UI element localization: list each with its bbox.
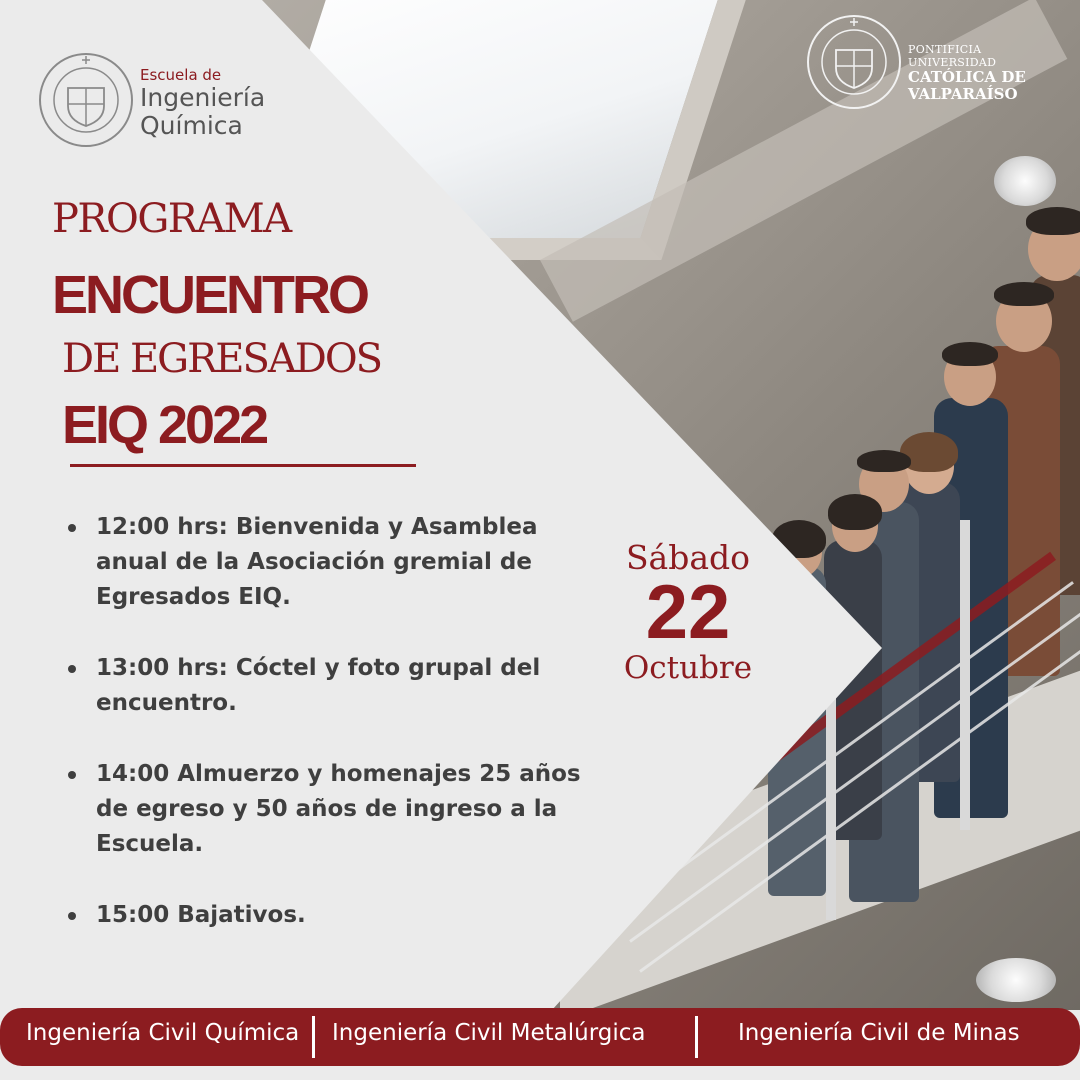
university-seal-icon bbox=[38, 52, 134, 148]
logo-line: VALPARAÍSO bbox=[908, 85, 1018, 103]
logo-line: CATÓLICA DE bbox=[908, 68, 1026, 86]
program-civil-metalurgica: Ingeniería Civil Metalúrgica bbox=[332, 1020, 646, 1046]
title-programa: PROGRAMA bbox=[52, 196, 291, 242]
agenda-list bbox=[64, 510, 584, 969]
date-number: 22 bbox=[645, 570, 731, 655]
agenda-item: 13:00 hrs: Cóctel y foto grupal del encuentro. bbox=[64, 651, 584, 721]
title-egresados: DE EGRESADOS bbox=[62, 336, 382, 382]
programs-bar bbox=[0, 1008, 1080, 1066]
university-seal-icon bbox=[806, 14, 902, 110]
railing-post bbox=[960, 520, 970, 830]
logo-line: Escuela de bbox=[140, 66, 222, 84]
title-divider bbox=[70, 464, 416, 467]
logo-line: Ingeniería bbox=[140, 83, 266, 112]
university-logo-text bbox=[908, 43, 1026, 103]
ceiling-lamp bbox=[976, 958, 1056, 1002]
title-eiq: EIQ 2022 bbox=[62, 395, 267, 455]
program-civil-quimica: Ingeniería Civil Química bbox=[26, 1020, 300, 1046]
agenda-item: 14:00 Almuerzo y homenajes 25 años de egreso y 50 años de ingreso a la Escuela. bbox=[64, 757, 584, 862]
date-month: Octubre bbox=[623, 650, 753, 686]
date-day: Sábado bbox=[625, 538, 751, 577]
logo-line: UNIVERSIDAD bbox=[908, 56, 997, 69]
logo-line: PONTIFICIA bbox=[908, 43, 982, 56]
bar-separator bbox=[312, 1016, 315, 1058]
program-civil-minas: Ingeniería Civil de Minas bbox=[738, 1020, 1020, 1046]
school-logo-text bbox=[140, 66, 265, 140]
event-date bbox=[618, 538, 758, 688]
bar-separator bbox=[695, 1016, 698, 1058]
ceiling-lamp bbox=[994, 156, 1056, 206]
logo-line: Química bbox=[140, 111, 243, 140]
title-encuentro: ENCUENTRO bbox=[52, 265, 368, 325]
agenda-item: 15:00 Bajativos. bbox=[64, 898, 584, 933]
agenda-item: 12:00 hrs: Bienvenida y Asamblea anual de la Asociación gremial de Egresados EIQ. bbox=[64, 510, 584, 615]
